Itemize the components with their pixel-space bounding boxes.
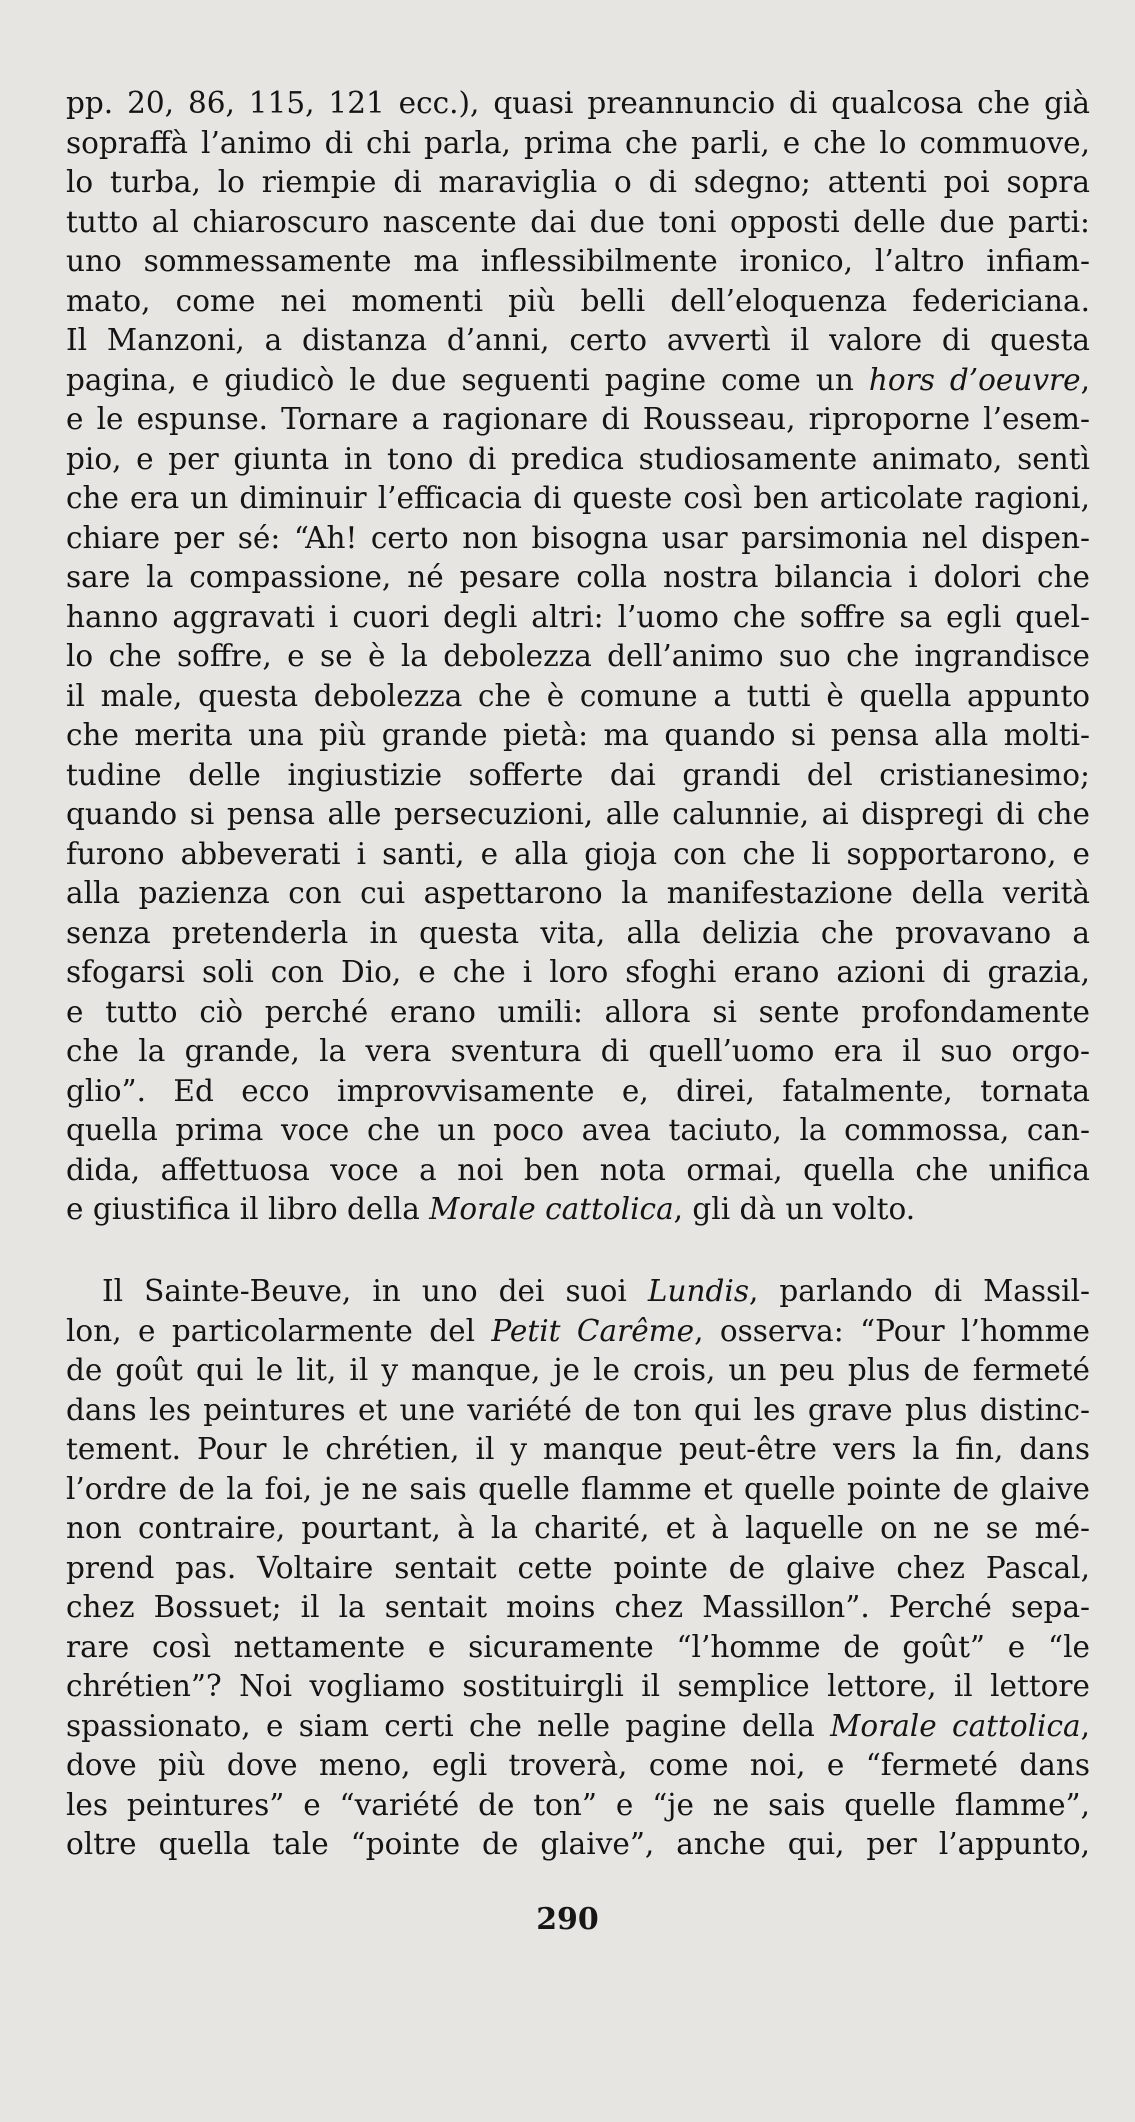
text-line: tutto al chiaroscuro nascente dai due toni opposti delle due parti: — [66, 204, 1090, 239]
text-line: pp. 20, 86, 115, 121 ecc.), quasi preannuncio di qualcosa che già — [66, 86, 1090, 120]
text-line: rare così nettamente e sicuramente “l’homme de goût” e “le — [66, 1629, 1090, 1664]
text-segment: , parlando di Massil- — [748, 1274, 1090, 1308]
text-line: glio”. Ed ecco improvvisamente e, direi, fatalmente, tornata — [66, 1073, 1090, 1108]
text-line: non contraire, pourtant, à la charité, et à laquelle on ne se mé- — [66, 1511, 1090, 1545]
text-line: sopraffà l’animo di chi parla, prima che parli, e che lo commuove, — [66, 125, 1090, 160]
text-line: quella prima voce che un poco avea taciuto, la commossa, can- — [66, 1113, 1090, 1147]
text-line: sfogarsi soli con Dio, e che i loro sfoghi erano azioni di grazia, — [66, 955, 1090, 989]
text-line: prend pas. Voltaire sentait cette pointe de glaive chez Pascal, — [66, 1550, 1090, 1585]
italic-title: Lundis — [647, 1274, 749, 1308]
text-line: e le espunse. Tornare a ragionare di Rousseau, riproporne l’esem- — [66, 402, 1090, 436]
text-segment: , osserva: “Pour l’homme — [694, 1313, 1090, 1348]
italic-title: hors d’oeuvre — [868, 362, 1081, 397]
text-line: tement. Pour le chrétien, il y manque peut-être vers la fin, dans — [66, 1432, 1090, 1466]
text-line: de goût qui le lit, il y manque, je le crois, un peu plus de fermeté — [66, 1353, 1090, 1387]
text-line: les peintures” e “variété de ton” e “je ne sais quelle flamme”, — [66, 1787, 1090, 1822]
text-segment: , gli dà un volto. — [673, 1192, 916, 1226]
page-number: 290 — [536, 1902, 599, 1937]
text-line: tudine delle ingiustizie sofferte dai grandi del cristianesimo; — [66, 757, 1090, 792]
text-line: uno sommessamente ma inflessibilmente ironico, l’altro infiam- — [66, 244, 1090, 278]
text-segment: spassionato, e siam certi che nelle pagine della — [66, 1708, 831, 1743]
text-line — [66, 1312, 1090, 1352]
text-line: chez Bossuet; il la sentait moins chez Massillon”. Perché sepa- — [66, 1590, 1090, 1624]
text-line: hanno aggravati i cuori degli altri: l’uomo che soffre sa egli quel- — [66, 599, 1090, 634]
text-line: chiare per sé: “Ah! certo non bisogna usar parsimonia nel dispen- — [66, 520, 1090, 555]
text-line: che era un diminuir l’efficacia di queste così ben articolate ragioni, — [66, 481, 1090, 515]
text-line — [66, 1707, 1090, 1747]
text-line: quando si pensa alle persecuzioni, alle calunnie, ai dispregi di che — [66, 797, 1090, 831]
text-line: il male, questa debolezza che è comune a tutti è quella appunto — [66, 678, 1090, 713]
text-line: e tutto ciò perché erano umili: allora si sente profondamente — [66, 994, 1090, 1029]
text-line: l’ordre de la foi, je ne sais quelle flamme et quelle pointe de glaive — [66, 1471, 1090, 1506]
text-segment: e giustifica il libro della — [66, 1192, 430, 1226]
text-line — [66, 1190, 1090, 1230]
text-segment: , — [1080, 362, 1090, 397]
text-segment: Il Sainte-Beuve, in uno dei suoi — [102, 1274, 648, 1308]
text-line: alla pazienza con cui aspettarono la manifestazione della verità — [66, 876, 1090, 910]
text-line: Il Manzoni, a distanza d’anni, certo avvertì il valore di questa — [66, 323, 1090, 357]
text-line: senza pretenderla in questa vita, alla delizia che provavano a — [66, 915, 1090, 950]
text-line: pio, e per giunta in tono di predica studiosamente animato, sentì — [66, 441, 1090, 476]
text-line: sare la compassione, né pesare colla nostra bilancia i dolori che — [66, 560, 1090, 594]
text-segment: pagina, e giudicò le due seguenti pagine come un — [66, 362, 869, 397]
text-line: oltre quella tale “pointe de glaive”, anche qui, per l’appunto, — [66, 1827, 1090, 1861]
text-line: dove più dove meno, egli troverà, come noi, e “fermeté dans — [66, 1748, 1090, 1782]
text-line: dans les peintures et une variété de ton qui les grave plus distinc- — [66, 1392, 1090, 1427]
text-line — [66, 361, 1090, 401]
text-line: dida, affettuosa voce a noi ben nota ormai, quella che unifica — [66, 1152, 1090, 1187]
text-line: mato, come nei momenti più belli dell’eloquenza federiciana. — [66, 283, 1090, 318]
text-line: lo che soffre, e se è la debolezza dell’animo suo che ingrandisce — [66, 639, 1090, 673]
italic-title: Morale cattolica — [429, 1192, 674, 1226]
text-segment: lon, e particolarmente del — [66, 1313, 492, 1348]
paragraph-2 — [66, 1272, 1090, 1865]
text-line — [66, 1272, 1090, 1312]
italic-title: Petit Carême — [491, 1313, 695, 1348]
paragraph-1 — [66, 84, 1090, 1230]
italic-title: Morale cattolica — [830, 1708, 1081, 1743]
text-line: che la grande, la vera sventura di quell’uomo era il suo orgo- — [66, 1034, 1090, 1068]
text-segment: , — [1080, 1708, 1090, 1743]
text-line: lo turba, lo riempie di maraviglia o di sdegno; attenti poi sopra — [66, 165, 1090, 199]
text-line: furono abbeverati i santi, e alla gioja con che li sopportarono, e — [66, 836, 1090, 871]
text-line: che merita una più grande pietà: ma quando si pensa alla molti- — [66, 718, 1090, 752]
text-line: chrétien”? Noi vogliamo sostituirgli il semplice lettore, il lettore — [66, 1669, 1090, 1703]
